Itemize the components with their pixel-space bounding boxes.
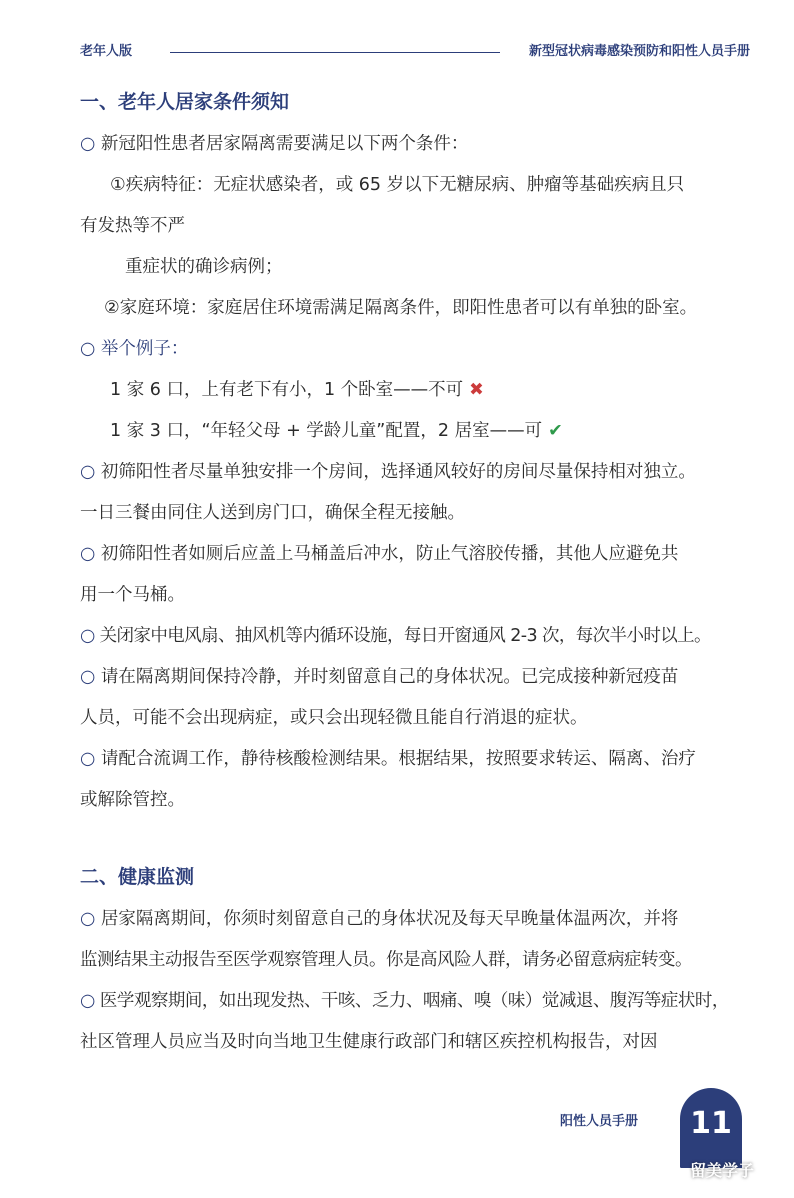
watermark <box>668 1158 754 1181</box>
header-edition: 老年人版 <box>80 44 133 59</box>
paragraph-observation-cont: 社区管理人员应当及时向当地卫生健康行政部门和辖区疾控机构报告，对因 <box>80 1032 658 1052</box>
bullet-circle-icon: ○ <box>80 909 96 929</box>
paragraph-toilet-cont: 用一个马桶。 <box>80 585 185 605</box>
condition2: ②家庭环境：家庭居住环境需满足隔离条件，即阳性患者可以有单独的卧室。 <box>104 298 698 318</box>
footer-manual-label: 阳性人员手册 <box>560 1114 639 1129</box>
section1-intro: ○ 新冠阳性患者居家隔离需要满足以下两个条件： <box>80 134 469 154</box>
bullet-circle-icon: ○ <box>80 749 96 769</box>
cross-icon: ✖ <box>469 380 484 400</box>
example1: 1 家 6 口，上有老下有小，1 个卧室——不可 ✖ <box>110 380 484 400</box>
watermark-text: 留美学子 <box>690 1161 755 1180</box>
page-number-tab <box>680 1088 742 1168</box>
paragraph-cooperate-cont: 或解除管控。 <box>80 790 185 810</box>
section1-title: 一、老年人居家条件须知 <box>80 91 290 113</box>
header-rule <box>170 52 500 53</box>
paragraph-observation: ○ 医学观察期间，如出现发热、干咳、乏力、咽痛、嗅（味）觉减退、腹泻等症状时， <box>80 991 729 1011</box>
paragraph-stay-calm-cont: 人员，可能不会出现病症，或只会出现轻微且能自行消退的症状。 <box>80 708 588 728</box>
bullet-circle-icon: ○ <box>80 544 96 564</box>
paragraph-toilet: ○ 初筛阳性者如厕后应盖上马桶盖后冲水，防止气溶胶传播，其他人应避免共 <box>80 544 679 564</box>
bullet-circle-icon: ○ <box>80 134 96 154</box>
paragraph-monitoring-cont: 监测结果主动报告至医学观察管理人员。你是高风险人群，请务必留意病症转变。 <box>80 950 692 970</box>
wechat-icon <box>668 1165 686 1179</box>
bullet-circle-icon: ○ <box>80 462 96 482</box>
paragraph-cooperate: ○ 请配合流调工作，静待核酸检测结果。根据结果，按照要求转运、隔离、治疗 <box>80 749 696 769</box>
paragraph-isolation-room: ○ 初筛阳性者尽量单独安排一个房间，选择通风较好的房间尽量保持相对独立。 <box>80 462 696 482</box>
condition1-line3: 重症状的确诊病例； <box>125 257 283 277</box>
paragraph-ventilation: ○ 关闭家中电风扇、抽风机等内循环设施，每日开窗通风 2-3 次，每次半小时以上。 <box>80 626 711 646</box>
example2: 1 家 3 口，“年轻父母 + 学龄儿童”配置，2 居室——可 ✔ <box>110 421 563 441</box>
page-content <box>80 80 760 1063</box>
page-number: 11 <box>690 1106 732 1141</box>
bullet-circle-icon: ○ <box>80 991 95 1011</box>
condition1-line1: ①疾病特征：无症状感染者，或 65 岁以下无糖尿病、肿瘤等基础疾病且只 <box>110 175 685 195</box>
section-gap <box>80 821 760 855</box>
section2-title: 二、健康监测 <box>80 866 195 888</box>
bullet-circle-icon: ○ <box>80 339 96 359</box>
paragraph-isolation-room-cont: 一日三餐由同住人送到房门口，确保全程无接触。 <box>80 503 465 523</box>
example-title: ○ 举个例子： <box>80 339 189 359</box>
bullet-circle-icon: ○ <box>80 626 95 646</box>
page-header <box>80 40 750 64</box>
check-icon: ✔ <box>548 421 563 441</box>
header-book-title: 新型冠状病毒感染预防和阳性人员手册 <box>528 44 750 59</box>
paragraph-monitoring: ○ 居家隔离期间，你须时刻留意自己的身体状况及每天早晚量体温两次，并将 <box>80 909 679 929</box>
paragraph-stay-calm: ○ 请在隔离期间保持冷静，并时刻留意自己的身体状况。已完成接种新冠疫苗 <box>80 667 679 687</box>
bullet-circle-icon: ○ <box>80 667 96 687</box>
condition1-line2: 有发热等不严 <box>80 216 185 236</box>
